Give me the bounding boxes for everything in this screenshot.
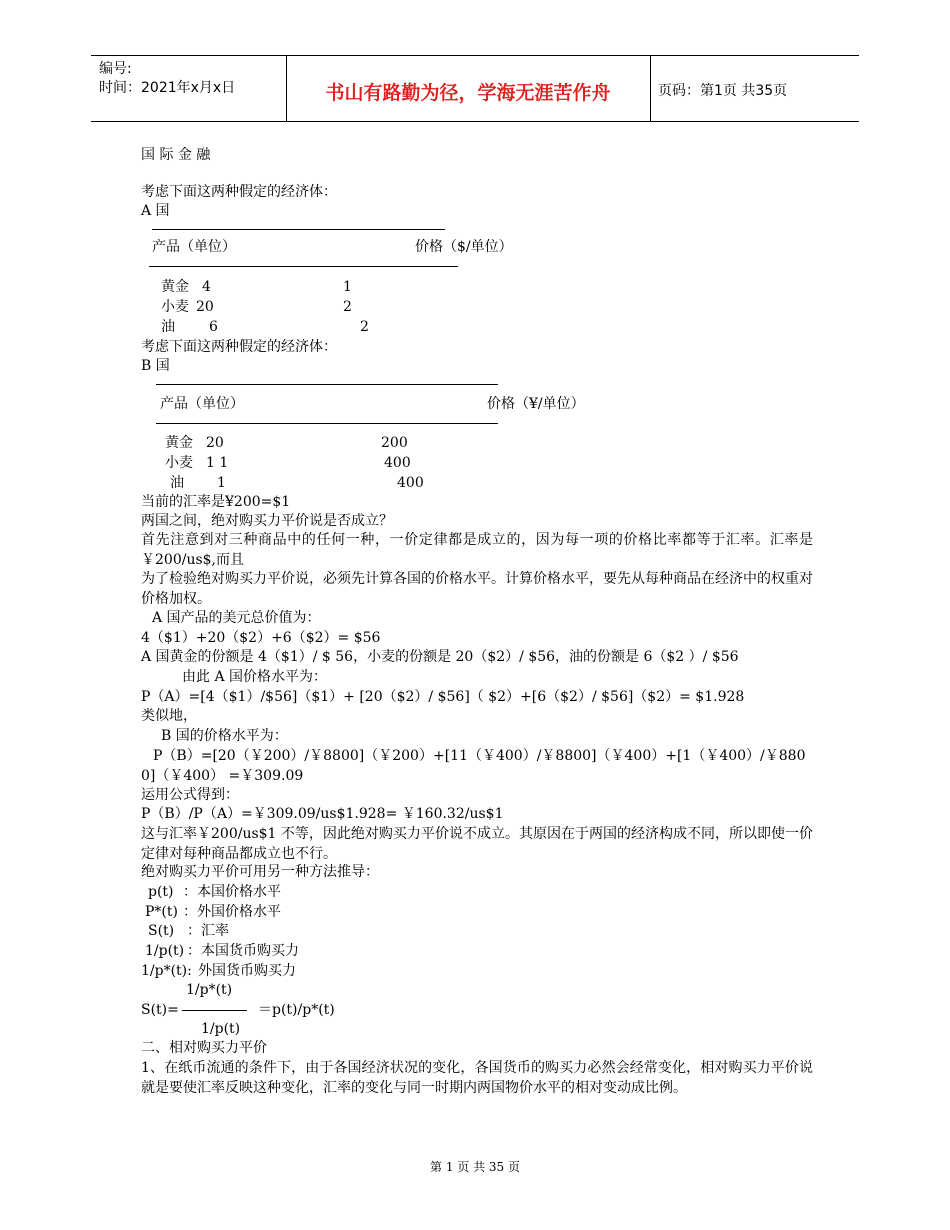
- a-level-formula: P（A）=[4（$1）/$56]（$1）+ [20（$2）/ $56]（ $2）+[6（$2）/ $56]（$2）= $1.928: [141, 689, 745, 705]
- definition-text: ：汇率: [187, 923, 229, 939]
- table-a-product: 小麦: [161, 299, 189, 315]
- definition-text: ：本国价格水平: [183, 884, 281, 900]
- header-time-label: 时间：2021年x月x日: [99, 80, 236, 96]
- table-b-top-rule: [156, 384, 498, 385]
- table-a-top-rule: [152, 229, 445, 230]
- table-b-price: 200: [381, 435, 408, 451]
- definition-symbol: P*(t): [145, 904, 178, 920]
- exchange-rate-line: 当前的汇率是¥200=$1: [141, 494, 291, 510]
- table-b-unit: 1 1: [206, 455, 229, 471]
- intro-b: 考虑下面这两种假定的经济体：: [141, 339, 337, 355]
- definition-symbol: 1/p(t): [145, 943, 185, 959]
- document-title: 国 际 金 融: [141, 147, 211, 163]
- apply-formula-line: 运用公式得到：: [141, 787, 239, 803]
- page-footer: 第 1 页 共 35 页: [430, 1160, 520, 1174]
- table-b-product: 小麦: [165, 455, 193, 471]
- table-a-price: 2: [360, 319, 369, 335]
- table-a-unit: 4: [202, 279, 211, 295]
- header-motto: 书山有路勤为径，学海无涯苦作舟: [325, 82, 611, 104]
- table-b-col-price: 价格（¥/单位）: [487, 396, 585, 412]
- header-divider-right: [650, 56, 651, 121]
- country-a-label: A 国: [141, 203, 170, 219]
- definition-symbol: p(t): [148, 884, 174, 900]
- definition-text: ：本国货币购买力: [187, 943, 299, 959]
- fraction-bar: [182, 1010, 247, 1011]
- table-a-product: 油: [161, 319, 175, 335]
- header-page-code: 页码：第1页 共35页: [658, 83, 788, 99]
- definition-symbol: S(t): [148, 923, 175, 939]
- similarly-line: 类似地，: [141, 708, 197, 724]
- paragraph-price-level: 为了检验绝对购买力平价说，必须先计算各国的价格水平。计算价格水平，要先从每种商品在经济中的权重对价格加权。: [141, 571, 813, 607]
- a-level-label: 由此 A 国价格水平为：: [182, 669, 328, 685]
- fraction-lhs: S(t)=: [141, 1002, 179, 1018]
- table-a-price: 2: [343, 299, 352, 315]
- country-b-label: B 国: [141, 358, 170, 374]
- intro-a: 考虑下面这两种假定的经济体：: [141, 184, 337, 200]
- b-level-formula: P（B）=[20（￥200）/￥8800]（￥200）+[11（￥400）/￥8800]（￥400）+[1（￥400）/￥8800]（￥400） =￥309.09: [141, 748, 806, 784]
- question-line: 两国之间，绝对购买力平价说是否成立？: [141, 513, 393, 529]
- table-b-header-rule: [156, 423, 498, 424]
- table-a-col-price: 价格（$/单位）: [415, 239, 513, 255]
- conclusion-paragraph: 这与汇率￥200/us$1 不等，因此绝对购买力平价说不成立。其原因在于两国的经济构成不同，所以即使一价定律对每种商品都成立也不行。: [141, 826, 813, 862]
- header-top-rule: [91, 55, 859, 56]
- a-shares-line: A 国黄金的份额是 4（$1）/ $ 56，小麦的份额是 20（$2）/ $56，油的份额是 6（$2 ）/ $56: [141, 649, 739, 665]
- header-divider-left: [286, 56, 287, 121]
- definition-symbol: 1/p*(t):: [141, 963, 192, 979]
- table-a-price: 1: [343, 279, 352, 295]
- table-a-unit: 20: [196, 299, 214, 315]
- definition-text: 外国货币购买力: [198, 963, 296, 979]
- table-a-header-rule: [149, 266, 458, 267]
- table-b-price: 400: [384, 455, 411, 471]
- b-level-label: B 国的价格水平为：: [161, 728, 288, 744]
- table-b-product: 油: [170, 475, 184, 491]
- fraction-denominator: 1/p(t): [201, 1021, 241, 1037]
- table-b-price: 400: [397, 475, 424, 491]
- definition-text: ：外国价格水平: [183, 904, 281, 920]
- table-b-col-product: 产品（单位）: [160, 396, 244, 412]
- table-a-col-product: 产品（单位）: [152, 239, 236, 255]
- table-b-unit: 1: [217, 475, 226, 491]
- table-b-product: 黄金: [165, 435, 193, 451]
- a-total-formula: 4（$1）+20（$2）+6（$2）= $56: [141, 630, 381, 646]
- header-number-label: 编号:: [99, 61, 132, 77]
- another-method-line: 绝对购买力平价可用另一种方法推导：: [141, 864, 379, 880]
- table-a-unit: 6: [209, 319, 218, 335]
- section-2-heading: 二、相对购买力平价: [141, 1040, 267, 1056]
- fraction-numerator: 1/p*(t): [186, 982, 233, 998]
- paragraph-law-of-one-price: 首先注意到对三种商品中的任何一种，一价定律都是成立的，因为每一项的价格比率都等于汇率。汇率是￥200/us$,而且: [141, 532, 813, 568]
- ratio-formula: P（B）/P（A）=￥309.09/us$1.928= ￥160.32/us$1: [141, 806, 504, 822]
- section-2-paragraph: 1、在纸币流通的条件下，由于各国经济状况的变化，各国货币的购买力必然会经常变化，相对购买力平价说就是要使汇率反映这种变化，汇率的变化与同一时期内两国物价水平的相对变动成比例。: [141, 1060, 813, 1096]
- a-total-label: A 国产品的美元总价值为：: [152, 610, 321, 626]
- table-b-unit: 20: [206, 435, 224, 451]
- table-a-product: 黄金: [161, 279, 189, 295]
- header-bottom-rule: [91, 121, 859, 122]
- fraction-rhs: ＝p(t)/p*(t): [258, 1002, 335, 1018]
